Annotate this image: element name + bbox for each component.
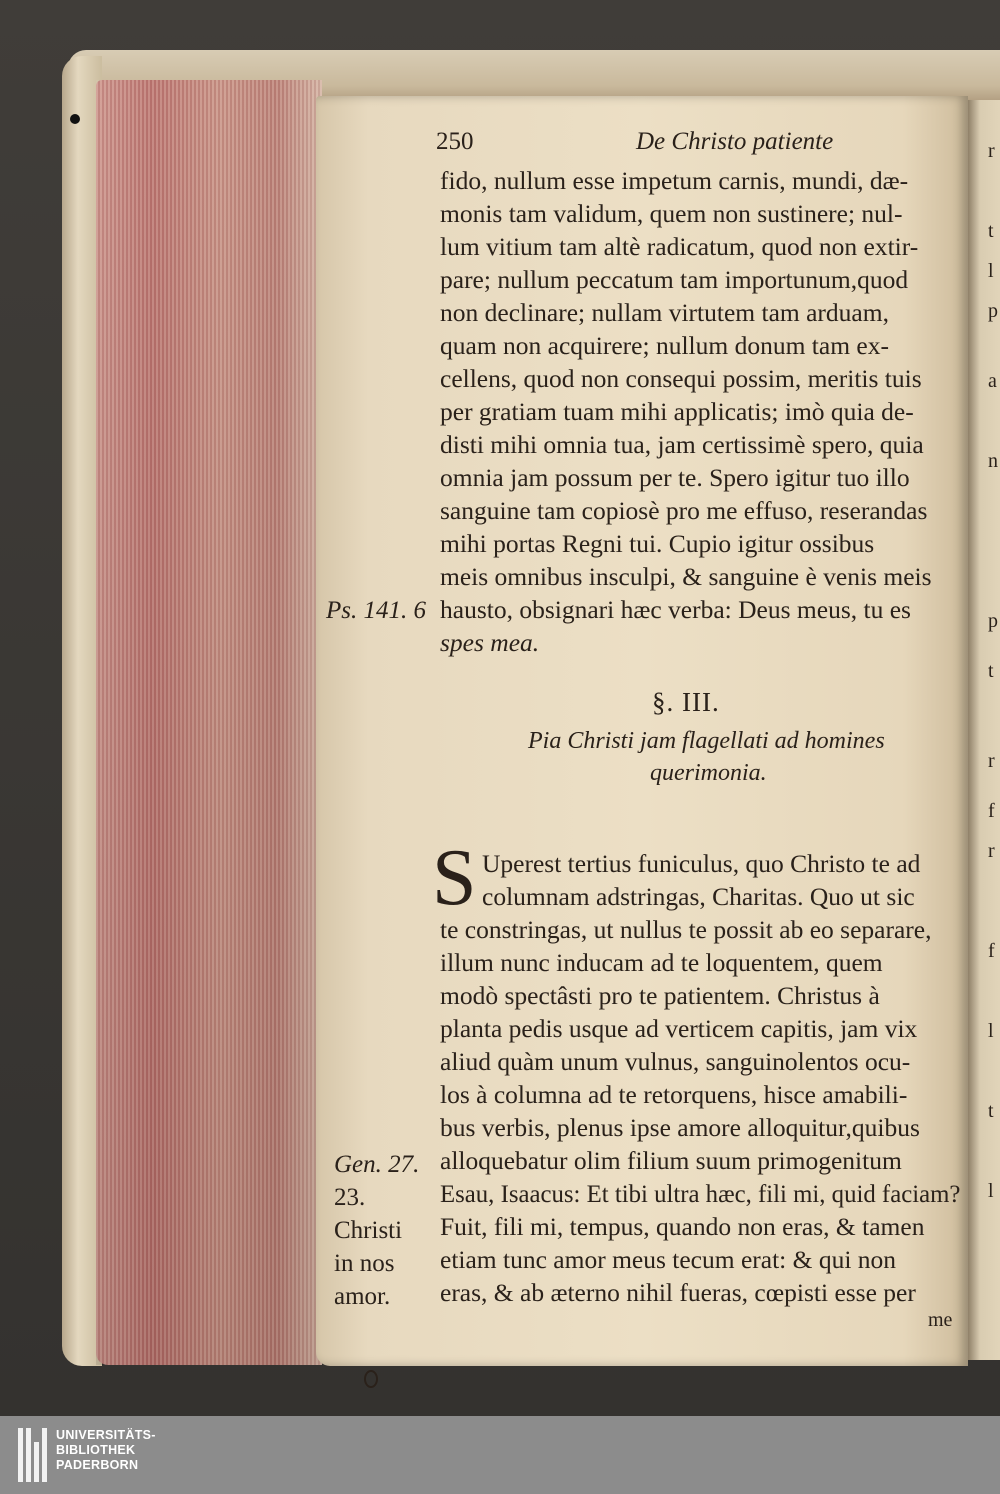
facing-page-letter: l (988, 1020, 994, 1042)
margin-note-topic: amor. (334, 1283, 391, 1310)
body-line: los à columna ad te retorquens, hisce amabili- (440, 1080, 908, 1109)
library-footer (0, 1416, 1000, 1494)
margin-note-topic: Christi (334, 1217, 403, 1244)
body-line: disti mihi omnia tua, jam certissimè spero, quia (440, 430, 924, 459)
body-line: meis omnibus insculpi, & sanguine è venis meis (440, 562, 932, 591)
body-line: Uperest tertius funiculus, quo Christo te ad (482, 849, 921, 878)
facing-page-letter: a (988, 370, 997, 392)
body-line: alloquebatur olim filium suum primogenitum (440, 1146, 902, 1175)
body-line: fido, nullum esse impetum carnis, mundi, dæ- (440, 166, 909, 195)
body-line: Esau, Isaacus: Et tibi ultra hæc, fili mi, quid faciam? (440, 1179, 961, 1208)
body-line: bus verbis, plenus ipse amore alloquitur,quibus (440, 1113, 920, 1142)
section-title: Pia Christi jam flagellati ad homines (528, 728, 885, 754)
library-name (56, 1428, 156, 1473)
library-logo-icon (18, 1428, 48, 1482)
body-line: pare; nullum peccatum tam importunum,quod (440, 265, 909, 294)
red-fore-edge (96, 80, 322, 1365)
facing-page-edge (968, 100, 1000, 1360)
body-line: mihi portas Regni tui. Cupio igitur ossibus (440, 529, 875, 558)
catchword: me (928, 1309, 953, 1331)
facing-page-letter: f (988, 940, 995, 962)
facing-page-letter: t (988, 660, 994, 682)
facing-page-letter: n (988, 450, 998, 472)
section-title: querimonia. (650, 760, 767, 786)
facing-page-letter: l (988, 1180, 994, 1202)
body-line: per gratiam tuam mihi applicatis; imò quia de- (440, 397, 914, 426)
body-line: planta pedis usque ad verticem capitis, jam vix (440, 1014, 918, 1043)
margin-note-genesis: Gen. 27. (334, 1151, 420, 1178)
facing-page-letter: f (988, 800, 995, 822)
facing-page-letter: t (988, 1100, 994, 1122)
facing-page-letter: t (988, 220, 994, 242)
margin-note-topic: in nos (334, 1250, 395, 1277)
body-line: columnam adstringas, Charitas. Quo ut sic (482, 882, 915, 911)
body-line: lum vitium tam altè radicatum, quod non extir- (440, 232, 919, 261)
section-number: §. III. (652, 687, 720, 717)
library-name-line: UNIVERSITÄTS- (56, 1428, 156, 1442)
facing-page-letter: l (988, 260, 994, 282)
page-header (436, 128, 846, 162)
margin-note-psalm: Ps. 141. 6 (326, 597, 426, 624)
body-line: Fuit, fili mi, tempus, quando non eras, & tamen (440, 1212, 925, 1241)
body-line: aliud quàm unum vulnus, sanguinolentos ocu- (440, 1047, 911, 1076)
body-line: non declinare; nullam virtutem tam arduam, (440, 298, 889, 327)
library-name-line: BIBLIOTHEK (56, 1443, 136, 1457)
running-head: De Christo patiente (636, 128, 834, 155)
body-line: te constringas, ut nullus te possit ab eo separare, (440, 915, 932, 944)
body-line: quam non acquirere; nullum donum tam ex- (440, 331, 889, 360)
facing-page-letter: r (988, 750, 995, 772)
facing-page-letter: p (988, 300, 998, 322)
body-line: cellens, quod non consequi possim, meritis tuis (440, 364, 922, 393)
facing-page-letter: r (988, 140, 995, 162)
library-name-line: PADERBORN (56, 1458, 139, 1472)
margin-note-genesis: 23. (334, 1184, 366, 1211)
page-end-mark (364, 1370, 378, 1388)
body-line: monis tam validum, quem non sustinere; nul- (440, 199, 903, 228)
body-line: sanguine tam copiosè pro me effuso, reserandas (440, 496, 928, 525)
body-line: eras, & ab æterno nihil fueras, cœpisti esse per (440, 1278, 916, 1307)
binding-hole (70, 114, 80, 124)
body-line: hausto, obsignari hæc verba: Deus meus, tu es (440, 595, 911, 624)
page-number: 250 (436, 128, 474, 155)
body-line: etiam tunc amor meus tecum erat: & qui non (440, 1245, 897, 1274)
body-line: illum nunc inducam ad te loquentem, quem (440, 948, 883, 977)
body-line: spes mea. (440, 628, 540, 657)
facing-page-letter: p (988, 610, 998, 632)
drop-cap: S (432, 834, 477, 922)
facing-page-letter: r (988, 840, 995, 862)
body-line: modò spectâsti pro te patientem. Christus à (440, 981, 880, 1010)
body-line: omnia jam possum per te. Spero igitur tuo illo (440, 463, 910, 492)
